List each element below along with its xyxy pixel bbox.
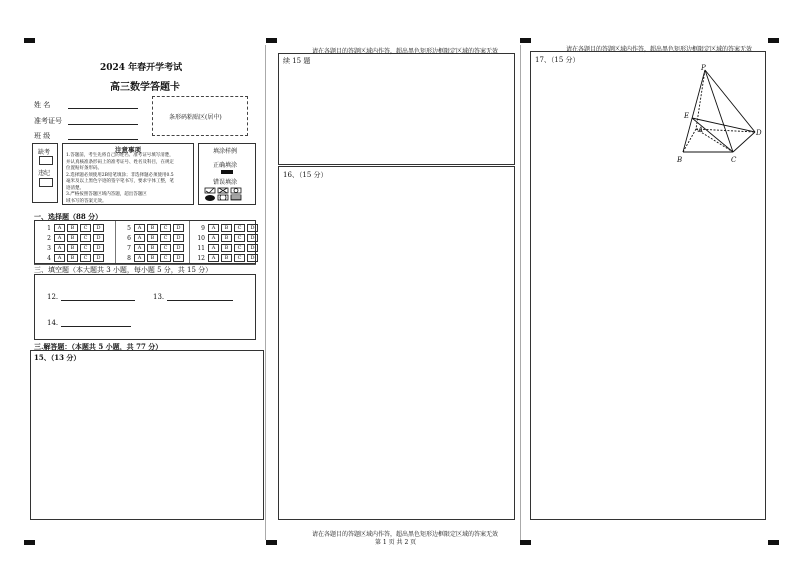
choice-row: [121, 254, 184, 262]
notice-title: 注意事项: [115, 146, 141, 154]
option-bubble[interactable]: D: [93, 224, 104, 232]
q12-answer-line[interactable]: [61, 292, 135, 301]
violation-label: 违纪: [38, 170, 51, 177]
label-c: C: [731, 156, 737, 164]
fill-example-box: [198, 143, 256, 205]
option-bubble[interactable]: D: [247, 234, 258, 242]
option-bubble[interactable]: C: [234, 234, 245, 242]
option-bubble[interactable]: A: [208, 234, 219, 242]
option-bubble[interactable]: C: [234, 254, 245, 262]
choice-row: [195, 224, 258, 232]
option-bubble[interactable]: D: [173, 254, 184, 262]
label-e: E: [684, 112, 690, 120]
option-bubble[interactable]: C: [160, 244, 171, 252]
q13-label: 13.: [153, 293, 165, 301]
choice-row: [41, 244, 104, 252]
class-label: 班 级: [34, 132, 51, 140]
q15-answer-area[interactable]: [30, 350, 264, 520]
correct-fill-sample: [221, 170, 233, 174]
q16-answer-area[interactable]: [278, 166, 515, 520]
q17-answer-area[interactable]: [530, 51, 766, 520]
option-bubble[interactable]: D: [173, 224, 184, 232]
option-bubble[interactable]: A: [208, 244, 219, 252]
option-bubble[interactable]: A: [54, 234, 65, 242]
registration-mark: [520, 540, 531, 545]
registration-mark: [520, 38, 531, 43]
option-bubble[interactable]: A: [54, 244, 65, 252]
registration-mark: [24, 38, 35, 43]
registration-mark: [768, 38, 779, 43]
question-number: 9: [201, 224, 205, 232]
notice-line: 位置贴好条形码。: [66, 166, 102, 171]
option-bubble[interactable]: C: [160, 234, 171, 242]
q15-continued-area[interactable]: [278, 53, 515, 165]
notice-box: [62, 143, 194, 205]
option-bubble[interactable]: B: [221, 254, 232, 262]
fill-example-title: 填涂样例: [213, 148, 238, 155]
choice-row: [41, 224, 104, 232]
column-separator: [520, 45, 521, 540]
fill-blank-area: [34, 274, 256, 340]
label-b: B: [677, 156, 683, 164]
option-bubble[interactable]: B: [147, 254, 158, 262]
choice-row: [195, 234, 258, 242]
option-bubble[interactable]: B: [221, 244, 232, 252]
option-bubble[interactable]: C: [234, 224, 245, 232]
option-bubble[interactable]: C: [160, 254, 171, 262]
page-number: 第 1 页 共 2 页: [375, 539, 417, 546]
column-separator: [265, 45, 266, 540]
ticket-number-field[interactable]: [68, 116, 138, 125]
option-bubble[interactable]: D: [173, 234, 184, 242]
section3-title: 三.解答题：（本题共 5 小题，共 77 分）: [34, 342, 163, 351]
option-bubble[interactable]: C: [234, 244, 245, 252]
option-bubble[interactable]: D: [247, 244, 258, 252]
question-number: 3: [47, 244, 51, 252]
label-a: A: [698, 126, 704, 134]
choice-row: [121, 244, 184, 252]
choice-grid: [34, 220, 256, 264]
q12-label: 12.: [47, 293, 59, 301]
option-bubble[interactable]: B: [221, 224, 232, 232]
option-bubble[interactable]: B: [67, 224, 78, 232]
option-bubble[interactable]: A: [208, 224, 219, 232]
name-label: 姓 名: [34, 101, 51, 109]
violation-checkbox[interactable]: [39, 178, 53, 187]
q16-label: 16、（15 分）: [283, 171, 328, 179]
ticket-number-label: 准考证号: [34, 117, 62, 125]
bottom-notice: 请在各题目的答题区域内作答，超出黑色矩形边框限定区域的答案无效: [312, 531, 499, 538]
q17-label: 17、（15 分）: [535, 56, 580, 64]
notice-line: 并认真核准条形码上的准考证号、姓名及科目，在规定: [66, 159, 174, 165]
absent-violation-box: [32, 143, 58, 203]
notice-line: 毫米及以上黑色字迹的签字笔书写，要求字体工整，笔: [66, 179, 174, 184]
class-field[interactable]: [68, 131, 138, 140]
option-bubble[interactable]: C: [160, 224, 171, 232]
choice-row: [195, 244, 258, 252]
q13-answer-line[interactable]: [167, 292, 233, 301]
option-bubble[interactable]: A: [54, 224, 65, 232]
option-bubble[interactable]: C: [80, 254, 91, 262]
exam-title: 2024 年春开学考试: [100, 63, 183, 73]
option-bubble[interactable]: D: [93, 234, 104, 242]
section1-title: 一、选择题（88 分）: [34, 212, 103, 221]
option-bubble[interactable]: B: [147, 234, 158, 242]
option-bubble[interactable]: D: [247, 224, 258, 232]
registration-mark: [768, 540, 779, 545]
registration-mark: [266, 38, 277, 43]
question-number: 10: [197, 234, 205, 242]
option-bubble[interactable]: B: [67, 244, 78, 252]
choice-row: [195, 254, 258, 262]
notice-line: 1.答题前，考生先将自己的姓名、准考证号填写清楚，: [66, 153, 174, 158]
correct-fill-label: 正确填涂: [213, 162, 238, 169]
question-number: 11: [197, 244, 205, 252]
choice-row: [41, 234, 104, 242]
notice-line: 迹清楚。: [66, 185, 84, 191]
barcode-area: [152, 96, 248, 136]
option-bubble[interactable]: A: [54, 254, 65, 262]
option-bubble[interactable]: A: [134, 234, 145, 242]
absent-label: 缺考: [38, 149, 51, 156]
right-top-notice: 请在各题目的答题区域内作答，超出黑色矩形边框限定区域的答案无效: [566, 46, 753, 53]
option-bubble[interactable]: D: [247, 254, 258, 262]
option-bubble[interactable]: B: [67, 254, 78, 262]
absent-checkbox[interactable]: [39, 156, 53, 165]
barcode-area-label: 条形码粘贴区(居中): [169, 114, 222, 121]
section2-title: 三、填空题（本大题共 3 小题，每小题 5 分，共 15 分）: [34, 266, 213, 274]
q14-answer-line[interactable]: [61, 318, 131, 327]
choice-divider: [189, 221, 190, 263]
option-bubble[interactable]: A: [208, 254, 219, 262]
top-notice: 请在各题目的答题区域内作答，超出黑色矩形边框限定区域的答案无效: [312, 48, 499, 55]
registration-mark: [266, 540, 277, 545]
option-bubble[interactable]: C: [80, 234, 91, 242]
option-bubble[interactable]: D: [173, 244, 184, 252]
option-bubble[interactable]: B: [67, 234, 78, 242]
registration-mark: [24, 540, 35, 545]
question-number: 8: [127, 254, 131, 262]
option-bubble[interactable]: A: [134, 254, 145, 262]
question-number: 1: [47, 224, 51, 232]
choice-row: [121, 234, 184, 242]
pyramid-figure: [671, 64, 761, 174]
choice-row: [41, 254, 104, 262]
option-bubble[interactable]: B: [147, 244, 158, 252]
option-bubble[interactable]: A: [134, 244, 145, 252]
option-bubble[interactable]: C: [80, 244, 91, 252]
q15-label: 15、（13 分）: [34, 353, 81, 362]
option-bubble[interactable]: C: [80, 224, 91, 232]
option-bubble[interactable]: D: [93, 254, 104, 262]
option-bubble[interactable]: B: [221, 234, 232, 242]
question-number: 7: [127, 244, 131, 252]
question-number: 5: [127, 224, 131, 232]
wrong-fill-icons: [204, 187, 252, 203]
question-number: 12: [197, 254, 205, 262]
question-number: 4: [47, 254, 51, 262]
question-number: 2: [47, 234, 51, 242]
option-bubble[interactable]: B: [147, 224, 158, 232]
label-p: P: [701, 64, 706, 72]
wrong-fill-label: 错误填涂: [213, 179, 238, 186]
notice-line: 域书写的答案无效。: [66, 198, 107, 204]
q15-continued-label: 续 15 题: [283, 57, 311, 65]
notice-line: 2.选择题必须使用2B铅笔填涂；非选择题必须使用0.5: [66, 172, 174, 178]
wrong-fill-samples: [204, 187, 252, 207]
choice-row: [121, 224, 184, 232]
choice-divider: [115, 221, 116, 263]
option-bubble[interactable]: A: [134, 224, 145, 232]
option-bubble[interactable]: D: [93, 244, 104, 252]
q14-label: 14.: [47, 319, 59, 327]
card-title: 高三数学答题卡: [110, 82, 180, 93]
question-number: 6: [127, 234, 131, 242]
notice-lines: [66, 153, 174, 205]
notice-line: 3.严格按照答题区域内答题，超出答题区: [66, 192, 147, 197]
name-field[interactable]: [68, 100, 138, 109]
label-d: D: [756, 129, 762, 137]
